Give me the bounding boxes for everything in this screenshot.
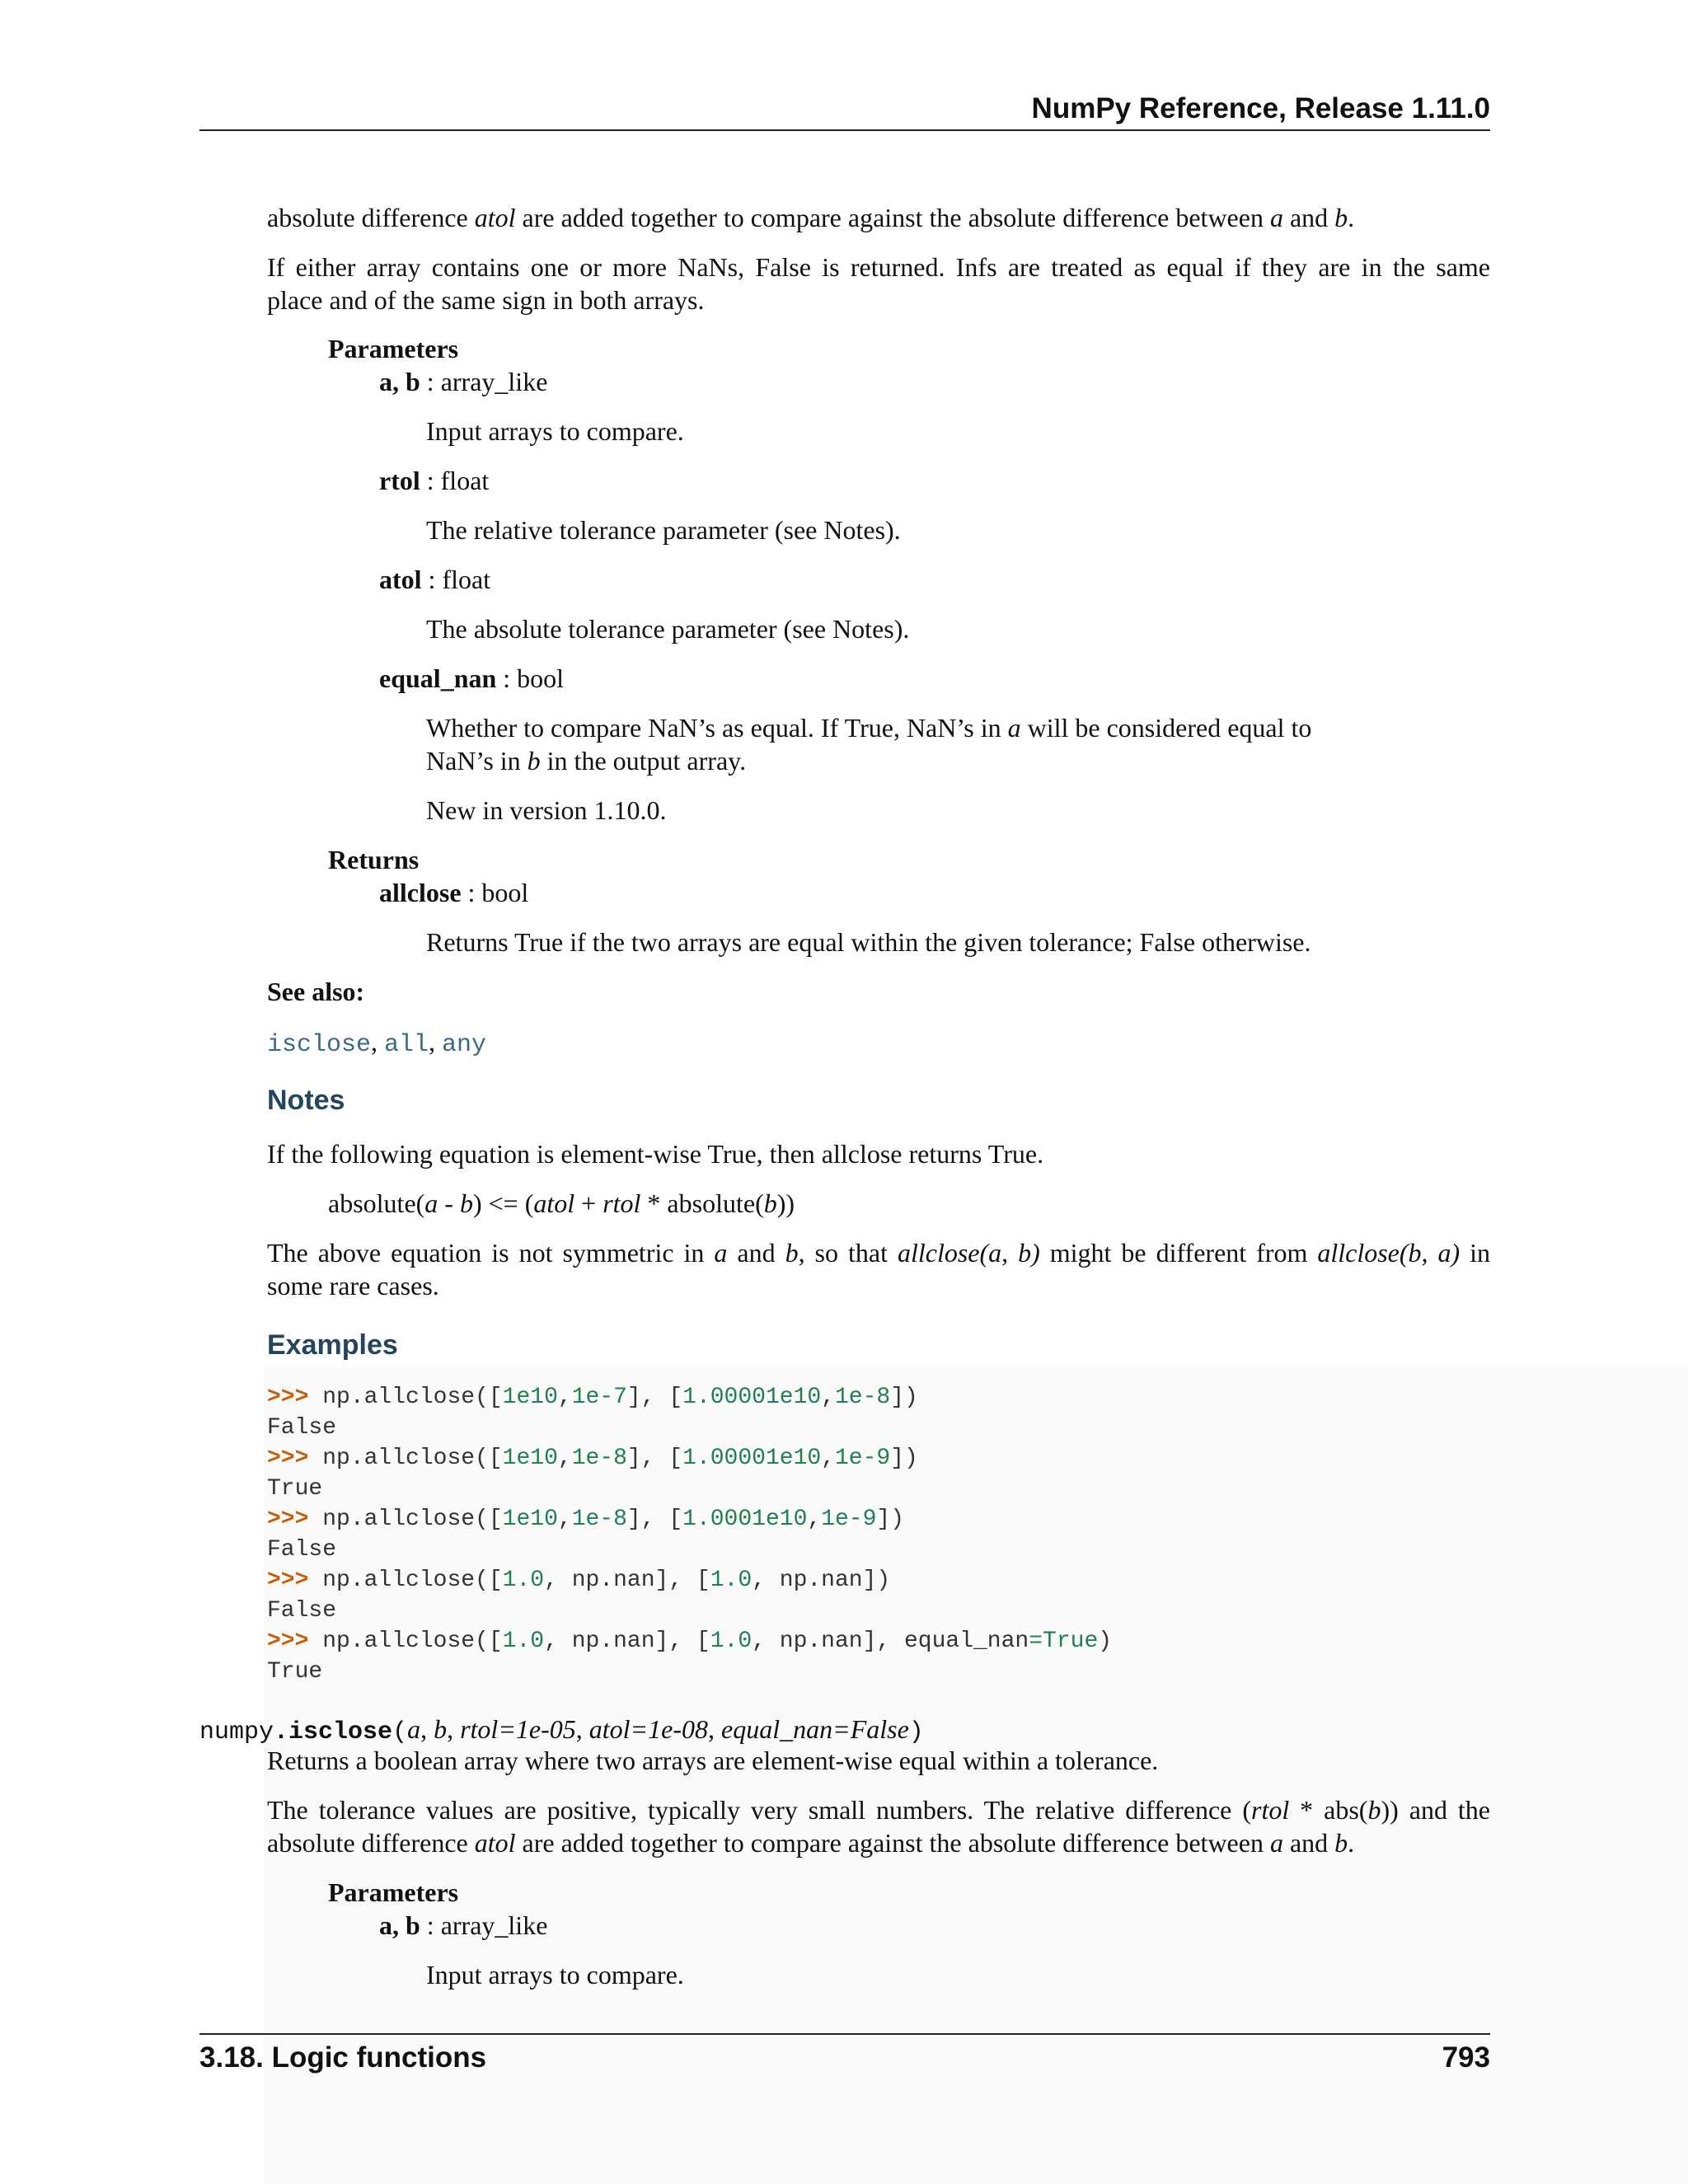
running-header: NumPy Reference, Release 1.11.0: [1031, 92, 1490, 124]
eq: +: [574, 1188, 603, 1218]
eq: -: [438, 1188, 460, 1218]
sig-paren: (: [392, 1718, 408, 1746]
code: , np.nan], equal_nan: [752, 1629, 1029, 1654]
return-sep: :: [461, 878, 482, 907]
number: 1.0: [710, 1629, 753, 1654]
text: , so that: [798, 1238, 898, 1268]
separator: ,: [371, 1027, 385, 1057]
number: 1e-7: [571, 1385, 627, 1410]
footer-page-number: 793: [1442, 2041, 1490, 2074]
sig-arg: rtol=1e-05: [460, 1714, 576, 1744]
code: ], [: [626, 1507, 683, 1532]
text: .: [1348, 1828, 1355, 1858]
code: ,: [807, 1507, 822, 1532]
code-line: [267, 1504, 1112, 1535]
sig-sep: ,: [420, 1714, 434, 1744]
prompt: >>>: [267, 1385, 309, 1410]
version-note: New in version 1.10.0.: [426, 795, 667, 825]
header-rule: [199, 129, 1490, 131]
text: a: [714, 1238, 728, 1268]
param-sep: :: [420, 1910, 441, 1940]
text: and: [1282, 203, 1335, 232]
code: ,: [557, 1507, 572, 1532]
code: ]): [890, 1446, 918, 1471]
code: ,: [557, 1385, 572, 1410]
prompt: >>>: [267, 1446, 309, 1471]
link-isclose[interactable]: isclose: [267, 1031, 372, 1059]
number: 1e-8: [571, 1507, 627, 1532]
code: , np.nan], [: [544, 1568, 710, 1593]
code-output: True: [267, 1659, 323, 1685]
footer-rule: [199, 2033, 1490, 2035]
paragraph-nan-line1: If either array contains one or more NaNs, False is returned. Infs are treated as equal if they are in the same: [267, 252, 1490, 282]
text: a: [1269, 1828, 1283, 1858]
footer-section-title: 3.18. Logic functions: [199, 2041, 487, 2074]
code: ], [: [626, 1385, 683, 1410]
text: The tolerance values are positive, typically very small numbers. The relative difference (: [267, 1795, 1251, 1825]
number: 1e10: [502, 1446, 558, 1471]
text: will be considered equal to: [1020, 713, 1312, 743]
code-line: [267, 1565, 1112, 1596]
param-type: array_like: [440, 1910, 548, 1940]
eq: b: [763, 1188, 777, 1218]
prompt: >>>: [267, 1507, 309, 1532]
sig-sep: ,: [708, 1714, 721, 1744]
eq: * absolute(: [640, 1188, 764, 1218]
param-atol: [379, 563, 490, 596]
param-atol-desc: The absolute tolerance parameter (see Notes).: [426, 614, 910, 644]
text-a: a: [1007, 713, 1021, 743]
parameters-label: Parameters: [328, 334, 459, 363]
text: b: [1334, 1828, 1348, 1858]
isclose-param-ab: [379, 1909, 547, 1942]
code: , np.nan]): [752, 1568, 891, 1593]
number: 1e-9: [821, 1507, 877, 1532]
param-rtol-desc: The relative tolerance parameter (see Notes).: [426, 515, 901, 545]
link-all[interactable]: all: [384, 1031, 429, 1059]
number: 1e-8: [571, 1446, 627, 1471]
sig-function-name: isclose: [288, 1718, 393, 1746]
text-b: b: [1334, 203, 1348, 232]
param-type: bool: [517, 663, 565, 693]
code: np.allclose([: [308, 1385, 503, 1410]
code: np.allclose([: [308, 1507, 503, 1532]
text: rtol: [1250, 1795, 1290, 1825]
sig-arg: b: [434, 1714, 448, 1744]
sig-sep: ,: [447, 1714, 461, 1744]
sig-module: numpy: [199, 1718, 274, 1746]
notes-heading: Notes: [267, 1085, 345, 1116]
text: b: [785, 1238, 799, 1268]
param-sep: :: [496, 663, 518, 693]
notes-paragraph-2-line1: [267, 1236, 1490, 1269]
operator: =: [1029, 1629, 1043, 1654]
eq: )): [776, 1188, 795, 1218]
notes-paragraph-2-line2: some rare cases.: [267, 1271, 439, 1301]
code-line: [267, 1626, 1112, 1657]
sig-arg: a: [407, 1714, 421, 1744]
eq: atol: [533, 1188, 575, 1218]
return-desc: Returns True if the two arrays are equal within the given tolerance; False otherwise.: [426, 927, 1311, 957]
code: ,: [557, 1446, 572, 1471]
number: 1.00001e10: [682, 1385, 822, 1410]
code-line: [267, 1443, 1112, 1474]
param-sep: :: [420, 367, 441, 396]
number: 1e10: [502, 1385, 558, 1410]
sig-sep: ,: [575, 1714, 589, 1744]
param-equal-nan: [379, 662, 564, 695]
text: in: [1460, 1238, 1491, 1268]
prompt: >>>: [267, 1629, 309, 1654]
code: ,: [821, 1446, 835, 1471]
eq: absolute(: [328, 1188, 425, 1218]
text: )) and the: [1381, 1795, 1491, 1825]
isclose-param-ab-desc: Input arrays to compare.: [426, 1960, 684, 1990]
keyword: True: [1043, 1629, 1099, 1654]
code: , np.nan], [: [544, 1629, 710, 1654]
text: might be different from: [1039, 1238, 1318, 1268]
text-a: a: [1269, 203, 1283, 232]
text: are added together to compare against the absolute difference between: [515, 203, 1270, 232]
text: allclose(a, b): [897, 1238, 1040, 1268]
text: .: [1348, 203, 1355, 232]
param-name: equal_nan: [379, 663, 497, 693]
notes-paragraph-1: If the following equation is element-wise True, then allclose returns True.: [267, 1139, 1044, 1169]
text: NaN’s in: [426, 746, 528, 776]
param-ab-desc: Input arrays to compare.: [426, 416, 684, 446]
link-any[interactable]: any: [442, 1031, 487, 1059]
paragraph-tolerance-cont: [267, 201, 1354, 234]
returns-label: Returns: [328, 845, 420, 874]
separator: ,: [429, 1027, 443, 1057]
number: 1.0: [502, 1568, 545, 1593]
isclose-paragraph-line1: [267, 1793, 1490, 1826]
return-name: allclose: [379, 878, 462, 907]
code: np.allclose([: [308, 1568, 503, 1593]
param-name: a, b: [379, 367, 420, 396]
code-output: False: [267, 1415, 337, 1441]
text: allclose(b, a): [1317, 1238, 1461, 1268]
param-type: float: [440, 466, 490, 495]
notes-equation: [328, 1187, 795, 1220]
param-name: rtol: [379, 466, 420, 495]
code-line: [267, 1382, 1112, 1413]
number: 1e-9: [834, 1446, 891, 1471]
text-atol: atol: [474, 203, 516, 232]
isclose-summary: Returns a boolean array where two arrays are element-wise equal within a tolerance.: [267, 1746, 1159, 1775]
text: atol: [474, 1828, 516, 1858]
text: and: [727, 1238, 785, 1268]
code-output: False: [267, 1598, 337, 1624]
param-name: a, b: [379, 1910, 420, 1940]
eq: ) <= (: [472, 1188, 534, 1218]
param-ab: [379, 365, 547, 398]
text-b: b: [527, 746, 541, 776]
param-equal-nan-desc-line2: [426, 744, 746, 777]
param-sep: :: [421, 565, 443, 594]
see-also-links: [267, 1025, 486, 1062]
text: * abs(: [1289, 1795, 1368, 1825]
examples-heading: Examples: [267, 1329, 398, 1361]
sig-paren: ): [908, 1718, 924, 1746]
text: and: [1282, 1828, 1335, 1858]
param-sep: :: [420, 466, 441, 495]
code-output: False: [267, 1537, 337, 1563]
eq: a: [424, 1188, 438, 1218]
return-allclose: [379, 876, 528, 909]
number: 1e10: [502, 1507, 558, 1532]
text: The above equation is not symmetric in: [267, 1238, 715, 1268]
sig-arg: atol=1e-08: [588, 1714, 708, 1744]
code: np.allclose([: [308, 1446, 503, 1471]
code-output: True: [267, 1476, 323, 1502]
paragraph-nan-line2: place and of the same sign in both arrays.: [267, 285, 705, 315]
sig-arg: equal_nan=False: [721, 1714, 909, 1744]
text: absolute difference: [267, 1828, 475, 1858]
param-type: array_like: [440, 367, 548, 396]
return-type: bool: [481, 878, 529, 907]
see-also-label: See also:: [267, 977, 365, 1006]
examples-code-block: [267, 1382, 1112, 1687]
text: absolute difference: [267, 203, 475, 232]
text: in the output array.: [540, 746, 747, 776]
sig-dot: .: [274, 1718, 289, 1746]
param-type: float: [442, 565, 491, 594]
param-equal-nan-desc-line1: [426, 711, 1311, 744]
eq: b: [459, 1188, 473, 1218]
number: 1.0001e10: [682, 1507, 808, 1532]
isclose-parameters-label: Parameters: [328, 1877, 459, 1907]
text: Whether to compare NaN’s as equal. If True, NaN’s in: [426, 713, 1008, 743]
prompt: >>>: [267, 1568, 309, 1593]
text: b: [1367, 1795, 1381, 1825]
code: ,: [821, 1385, 835, 1410]
code: ], [: [626, 1446, 683, 1471]
number: 1.0: [502, 1629, 545, 1654]
number: 1e-8: [834, 1385, 891, 1410]
eq: rtol: [603, 1188, 641, 1218]
number: 1.00001e10: [682, 1446, 822, 1471]
param-name: atol: [379, 565, 422, 594]
text: are added together to compare against the absolute difference between: [515, 1828, 1270, 1858]
code: ]): [876, 1507, 905, 1532]
code: np.allclose([: [308, 1629, 503, 1654]
code: ]): [890, 1385, 918, 1410]
number: 1.0: [710, 1568, 753, 1593]
param-rtol: [379, 464, 489, 497]
isclose-paragraph-line2: [267, 1826, 1354, 1859]
code: ): [1098, 1629, 1113, 1654]
